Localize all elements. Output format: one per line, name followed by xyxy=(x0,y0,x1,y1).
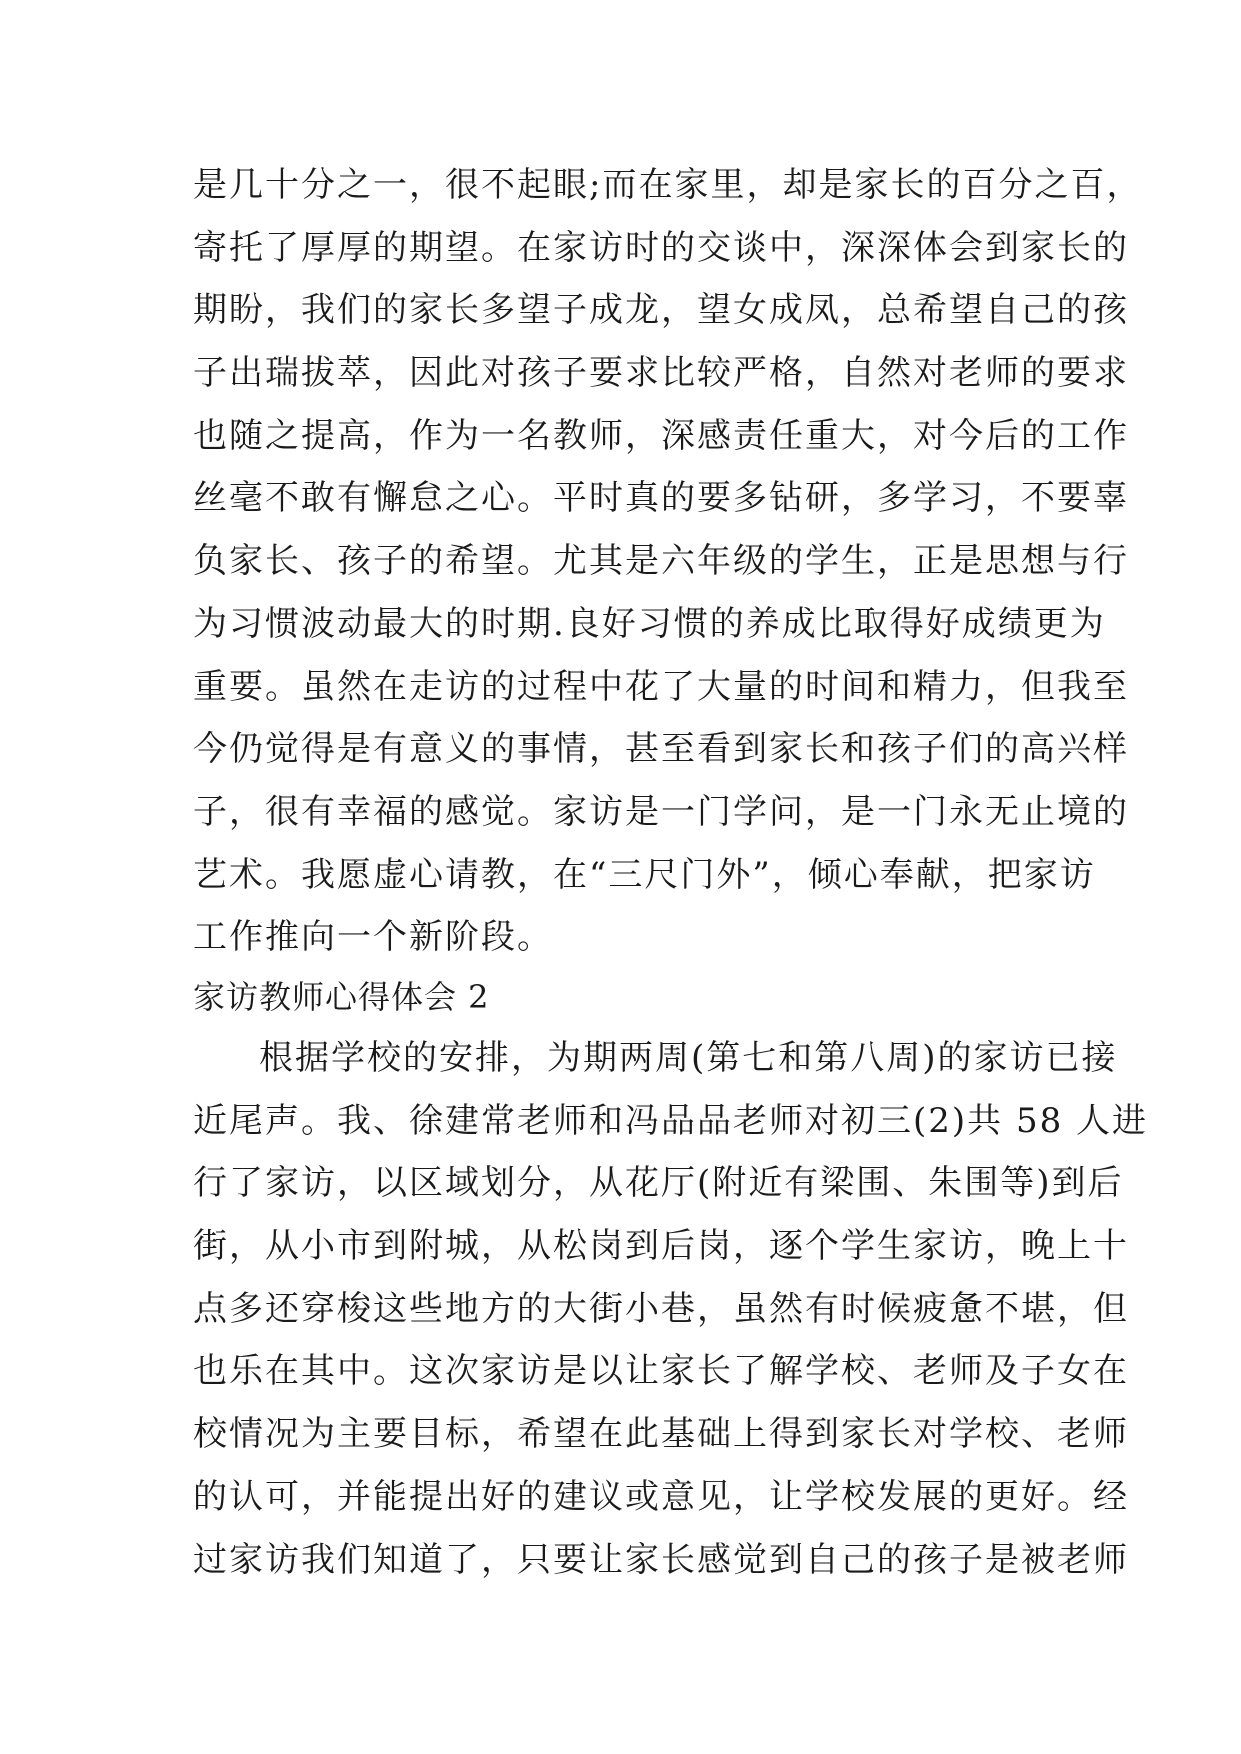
text-line: 街，从小市到附城，从松岗到后岗，逐个学生家访，晚上十 xyxy=(193,1226,1129,1267)
text-line: 重要。虽然在走访的过程中花了大量的时间和精力，但我至 xyxy=(193,666,1129,707)
text-line: 期盼，我们的家长多望子成龙，望女成凤，总希望自己的孩 xyxy=(193,290,1129,331)
text-line: 今仍觉得是有意义的事情，甚至看到家长和孩子们的高兴样 xyxy=(193,729,1129,770)
text-line: 行了家访，以区域划分，从花厅(附近有梁围、朱围等)到后 xyxy=(193,1163,1124,1204)
text-line: 工作推向一个新阶段。 xyxy=(193,917,553,958)
text-line: 艺术。我愿虚心请教，在“三尺门外”，倾心奉献，把家访 xyxy=(193,854,1096,895)
text-line: 校情况为主要目标，希望在此基础上得到家长对学校、老师 xyxy=(193,1414,1129,1455)
paragraph-1 xyxy=(193,154,1143,969)
text-line: 也随之提高，作为一名教师，深感责任重大，对今后的工作 xyxy=(193,415,1129,456)
text-line: 的认可，并能提出好的建议或意见，让学校发展的更好。经 xyxy=(193,1476,1129,1517)
text-line: 点多还穿梭这些地方的大街小巷，虽然有时候疲惫不堪，但 xyxy=(193,1288,1129,1329)
text-line: 子，很有幸福的感觉。家访是一门学问，是一门永无止境的 xyxy=(193,791,1129,832)
text-line: 负家长、孩子的希望。尤其是六年级的学生，正是思想与行 xyxy=(193,541,1129,582)
text-line: 过家访我们知道了，只要让家长感觉到自己的孩子是被老师 xyxy=(193,1539,1129,1580)
text-line: 是几十分之一，很不起眼;而在家里，却是家长的百分之百， xyxy=(193,165,1143,205)
text-line: 也乐在其中。这次家访是以让家长了解学校、老师及子女在 xyxy=(193,1351,1129,1392)
text-line: 子出瑞拔萃，因此对孩子要求比较严格，自然对老师的要求 xyxy=(193,353,1129,394)
text-line: 根据学校的安排，为期两周(第七和第八周)的家访已接 xyxy=(259,1038,1118,1078)
text-line: 丝毫不敢有懈怠之心。平时真的要多钻研，多学习，不要辜 xyxy=(193,478,1129,519)
text-line: 为习惯波动最大的时期.良好习惯的养成比取得好成绩更为 xyxy=(193,603,1106,644)
paragraph-2 xyxy=(193,1027,1149,1591)
text-line: 近尾声。我、徐建常老师和冯品品老师对初三(2)共 58 人进 xyxy=(193,1100,1149,1141)
section-heading: 家访教师心得体会 2 xyxy=(193,978,490,1016)
text-line: 寄托了厚厚的期望。在家访时的交谈中，深深体会到家长的 xyxy=(193,227,1129,268)
